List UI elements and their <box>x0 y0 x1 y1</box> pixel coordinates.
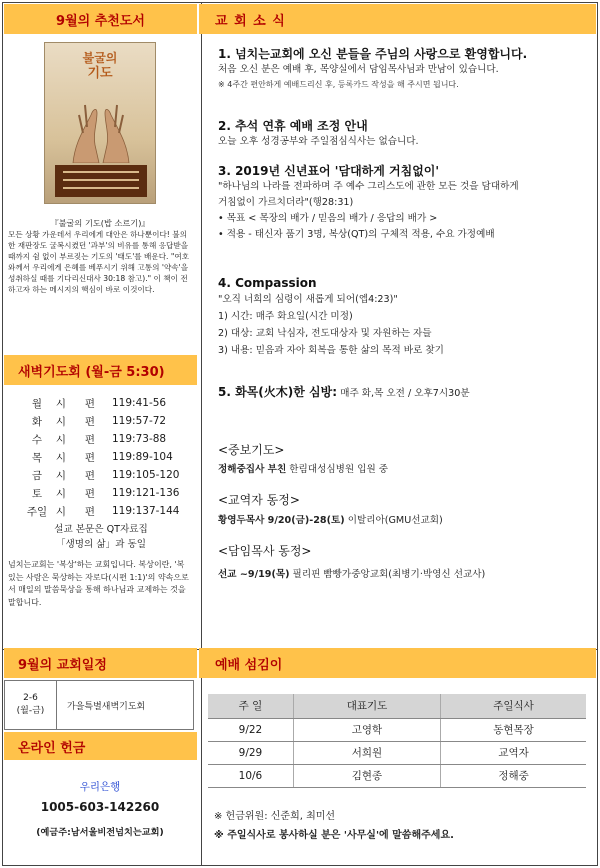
book-header: 9월의 추천도서 <box>4 4 197 34</box>
schedule-date <box>5 681 57 729</box>
prayer-range: 119:57-72 <box>112 415 167 427</box>
pastor-text <box>218 566 485 580</box>
prayer-pyeon: 편 <box>84 487 96 500</box>
column-divider <box>201 3 202 865</box>
prayer-day: 화 <box>31 415 43 428</box>
worker-who: 황영두목사 9/20(금)-28(토) <box>218 515 345 526</box>
cell-prayer: 고영학 <box>293 718 440 741</box>
cell-meal: 동현목장 <box>441 718 586 741</box>
prayer-pyeon: 편 <box>84 469 96 482</box>
book-cover-title-line1: 불굴의 <box>82 51 118 65</box>
prayer-day: 토 <box>31 487 43 500</box>
news-item-2 <box>218 118 588 150</box>
col-prayer: 대표기도 <box>293 694 440 718</box>
offering-committee-note: ※ 헌금위원: 신준희, 최미선 <box>214 811 336 822</box>
book-cover-band <box>55 165 147 197</box>
cell-prayer: 서희원 <box>293 741 440 764</box>
cell-date: 9/29 <box>208 741 293 764</box>
table-row <box>208 741 586 764</box>
intercession-detail: 한림대성심병원 입원 중 <box>289 464 389 475</box>
pastor-detail: 필리핀 빰빵가중앙교회(최병기·박영신 선교사) <box>292 569 486 580</box>
news-item-4-time: 1) 시간: 매주 화요일(시간 미정) <box>218 311 353 322</box>
prayer-range: 119:137-144 <box>112 505 180 517</box>
prayer-schedule-table <box>24 394 194 520</box>
book-description <box>8 218 192 295</box>
news-item-1-note: ※ 4주간 편안하게 예배드리신 후, 등록카드 작성을 해 주시면 됩니다. <box>218 80 459 89</box>
news-item-5-title: 5. 화목(火木)한 심방: <box>218 385 337 399</box>
offering-header: 온라인 헌금 <box>4 732 197 760</box>
prayer-day: 금 <box>31 469 43 482</box>
prayer-pyeon: 편 <box>84 451 96 464</box>
pastor-heading: <담임목사 동정> <box>218 544 312 558</box>
prayer-si: 시 <box>55 505 67 518</box>
bank-account: 1005-603-142260 <box>40 800 160 814</box>
prayer-note-1: 설교 본문은 QT자료집 <box>54 524 148 535</box>
table-row <box>208 764 586 787</box>
book-cover-title <box>45 51 155 81</box>
prayer-si: 시 <box>55 451 67 464</box>
news-item-2-title: 2. 추석 연휴 예배 조정 안내 <box>218 119 368 133</box>
prayer-range: 119:89-104 <box>112 451 173 463</box>
news-item-1 <box>218 46 588 92</box>
prayer-description: 넘치는교회는 '복상'하는 교회입니다. 복상이란, '복 있는 사람은 묵상하는 자로다(시편 1:1)'의 약속으로서 매일의 말씀묵상을 통해 하나님과 교제하는 것을 말합니다. <box>8 560 189 607</box>
prayer-range: 119:121-136 <box>112 487 180 499</box>
prayer-si: 시 <box>55 397 67 410</box>
prayer-pyeon: 편 <box>84 397 96 410</box>
worker-detail: 이탈리아(GMU선교회) <box>347 515 443 526</box>
worker-text <box>218 512 443 526</box>
schedule-row <box>4 680 194 730</box>
schedule-event: 가을특별새벽기도회 <box>67 701 146 712</box>
prayer-si: 시 <box>55 487 67 500</box>
prayer-si: 시 <box>55 415 67 428</box>
news-item-4-target: 2) 대상: 교회 낙심자, 전도대상자 및 자원하는 자들 <box>218 328 432 339</box>
news-header: 교 회 소 식 <box>199 4 596 34</box>
schedule-date-range: 2-6 <box>23 693 38 703</box>
news-item-4-verse: "오직 너희의 심령이 새롭게 되어(엡4:23)" <box>218 294 398 305</box>
intercession-heading: <중보기도> <box>218 443 285 457</box>
prayer-range: 119:41-56 <box>112 397 167 409</box>
prayer-row <box>24 502 194 520</box>
worker-heading: <교역자 동정> <box>218 493 300 507</box>
prayer-row <box>24 466 194 484</box>
prayer-day: 주일 <box>26 505 48 518</box>
cell-date: 10/6 <box>208 764 293 787</box>
bank-name: 우리은행 <box>79 781 121 793</box>
col-sunday: 주 일 <box>208 694 293 718</box>
cell-date: 9/22 <box>208 718 293 741</box>
news-item-3-goal: • 목표 < 목장의 배가 / 믿음의 배가 / 응답의 배가 > <box>218 213 438 224</box>
news-item-4-content: 3) 내용: 믿음과 자아 회복을 통한 삶의 목적 바로 찾기 <box>218 345 444 356</box>
book-cover-image <box>44 42 156 204</box>
cell-meal: 정해중 <box>441 764 586 787</box>
news-item-3 <box>218 163 588 243</box>
schedule-date-days: (월-금) <box>16 706 45 716</box>
service-table <box>208 694 586 788</box>
intercession-who: 정해중집사 부친 <box>218 464 287 475</box>
prayer-range: 119:73-88 <box>112 433 167 445</box>
col-meal: 주일식사 <box>441 694 586 718</box>
service-table-header-row <box>208 694 586 718</box>
prayer-header: 새벽기도회 (월-금 5:30) <box>4 355 197 385</box>
prayer-si: 시 <box>55 469 67 482</box>
prayer-pyeon: 편 <box>84 505 96 518</box>
news-item-3-line1: "하나님의 나라를 전파하며 주 예수 그리스도에 관한 모든 것을 담대하게 <box>218 181 519 192</box>
news-item-2-text: 오늘 오후 성경공부와 주일점심식사는 없습니다. <box>218 136 419 147</box>
prayer-pyeon: 편 <box>84 433 96 446</box>
service-header: 예배 섬김이 <box>199 648 596 678</box>
book-title: 『불굴의 기도(밥 소르기)』 <box>50 218 150 228</box>
prayer-range: 119:105-120 <box>112 469 180 481</box>
prayer-row <box>24 448 194 466</box>
prayer-day: 목 <box>31 451 43 464</box>
bank-holder: (예금주:남서울비전넘치는교회) <box>36 827 164 838</box>
prayer-row <box>24 430 194 448</box>
prayer-row <box>24 394 194 412</box>
prayer-row <box>24 412 194 430</box>
meal-volunteer-note: ※ 주일식사로 봉사하실 분은 '사무실'에 말씀해주세요. <box>214 830 454 841</box>
praying-hands-icon <box>53 93 149 163</box>
table-row <box>208 718 586 741</box>
prayer-si: 시 <box>55 433 67 446</box>
news-item-3-title: 3. 2019년 신년표어 '담대하게 거침없이' <box>218 164 440 178</box>
schedule-header: 9월의 교회일정 <box>4 648 197 678</box>
prayer-day: 월 <box>31 397 43 410</box>
prayer-day: 수 <box>31 433 43 446</box>
news-item-4 <box>218 275 588 359</box>
pastor-who: 선교 ~9/19(목) <box>218 569 290 580</box>
news-item-3-line2: 거침없이 가르치더라"(행28:31) <box>218 197 354 208</box>
intercession-text <box>218 461 388 475</box>
news-item-4-title: 4. Compassion <box>218 276 317 290</box>
news-item-3-application: • 적용 - 태신자 품기 3명, 복상(QT)의 구체적 적용, 수요 가정예배 <box>218 229 495 240</box>
cell-meal: 교역자 <box>441 741 586 764</box>
news-item-1-text: 처음 오신 분은 예배 후, 목양실에서 담임목사님과 만남이 있습니다. <box>218 64 499 75</box>
book-body: 모든 상황 가운데서 우리에게 대안은 하나뿐이다! 불의한 재판장도 굴복시켰던 '과부'의 비유를 통해 응답받을 때까지 쉼 없이 부르짖는 기도의 '태도'를 배운다. "여호와께서 우리에게 은혜를 베푸시기 위해 고통의 '약속'을 성취하실 때를 기다리신대사 30:18 참고)." 이 책이 전하고자 하는 메시지의 핵심이 바로 이것이다. <box>8 230 190 294</box>
cell-prayer: 김현종 <box>293 764 440 787</box>
book-cover-title-line2: 기도 <box>87 66 113 81</box>
prayer-pyeon: 편 <box>84 415 96 428</box>
prayer-row <box>24 484 194 502</box>
prayer-note-2: 「생명의 삶」과 동일 <box>55 539 147 550</box>
news-item-1-title: 1. 넘치는교회에 오신 분들을 주님의 사랑으로 환영합니다. <box>218 47 528 61</box>
news-item-5-text: 매주 화,목 오전 / 오후7시30분 <box>340 388 470 399</box>
news-item-5 <box>218 384 588 402</box>
